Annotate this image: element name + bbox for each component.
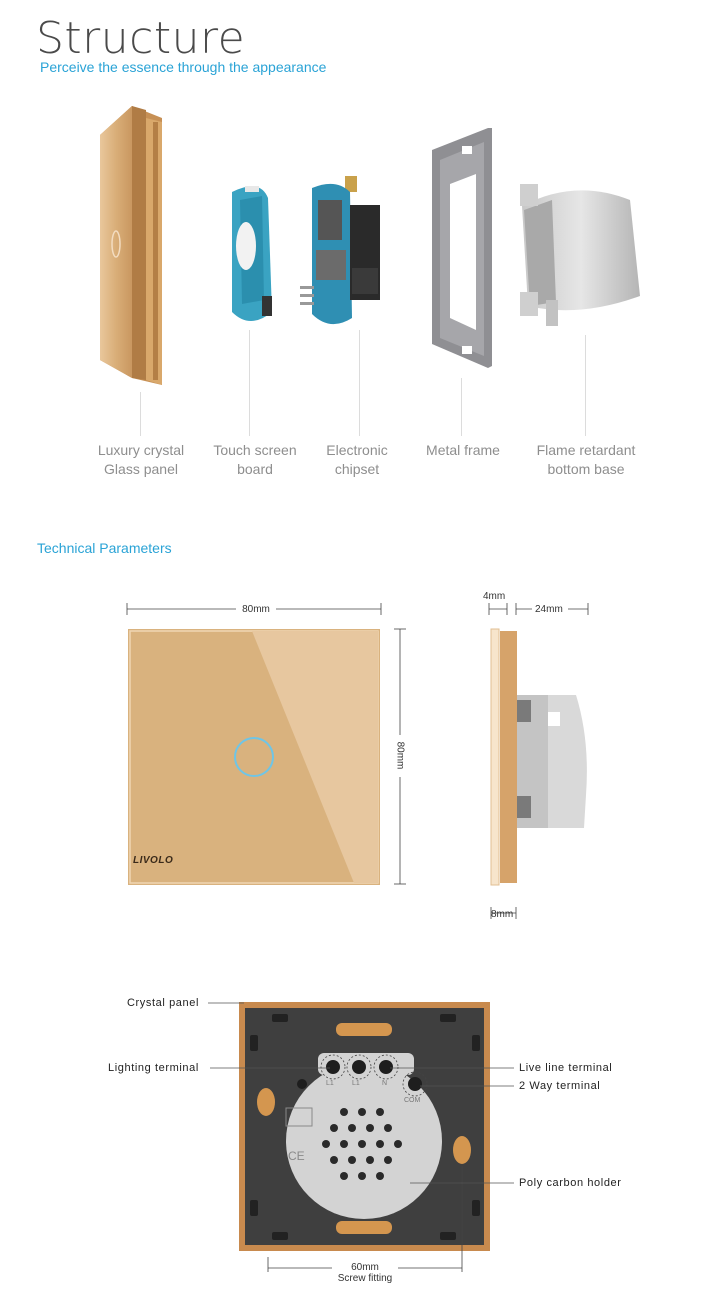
screw-fitting-label: Screw fitting bbox=[337, 1273, 393, 1284]
width-dimension-label: 80mm bbox=[242, 604, 270, 615]
component-label-bottom-base: Flame retardant bottom base bbox=[536, 442, 636, 477]
callout-crystal-panel: Crystal panel bbox=[127, 997, 199, 1009]
bottom-base-part bbox=[520, 184, 640, 326]
page-subtitle: Perceive the essence through the appearance bbox=[40, 59, 327, 75]
leader-line bbox=[249, 330, 250, 436]
callout-poly-carbon-holder: Poly carbon holder bbox=[519, 1177, 622, 1189]
component-label-touch-board: Touch screen board bbox=[213, 442, 297, 477]
height-dimension-label: 80mm bbox=[394, 741, 406, 770]
terminal-mark-l1b: L1 bbox=[352, 1080, 360, 1087]
glass-panel-part bbox=[100, 106, 162, 385]
technical-parameters-title: Technical Parameters bbox=[37, 540, 172, 556]
callout-two-way-terminal: 2 Way terminal bbox=[519, 1080, 601, 1092]
component-label-metal-frame: Metal frame bbox=[426, 442, 500, 458]
leader-line bbox=[359, 330, 360, 436]
svg-text:CE: CE bbox=[288, 1149, 305, 1163]
leader-line bbox=[461, 378, 462, 436]
metal-frame-part bbox=[432, 128, 492, 368]
callout-lines bbox=[0, 995, 720, 1195]
component-label-glass-panel: Luxury crystal Glass panel bbox=[97, 442, 185, 477]
side-view-illustration bbox=[470, 590, 610, 920]
callout-lighting-terminal: Lighting terminal bbox=[108, 1062, 199, 1074]
callout-live-line-terminal: Live line terminal bbox=[519, 1062, 613, 1074]
screw-dimension-label: 60mm bbox=[351, 1262, 379, 1273]
leader-line bbox=[585, 335, 586, 436]
brand-logo: LIVOLO bbox=[133, 855, 174, 866]
terminal-mark-l1: L1 bbox=[326, 1080, 334, 1087]
terminal-mark-n: N bbox=[382, 1080, 388, 1087]
leader-line bbox=[140, 392, 141, 436]
front-depth-label: 4mm bbox=[483, 591, 506, 602]
back-depth-label: 24mm bbox=[535, 604, 563, 615]
terminal-mark-com: COM bbox=[404, 1097, 421, 1104]
bottom-thickness-label: 8mm bbox=[491, 909, 514, 920]
component-label-chipset: Electronic chipset bbox=[326, 442, 388, 477]
page-title: Structure bbox=[36, 13, 246, 64]
front-view-illustration bbox=[110, 595, 420, 895]
touch-board-part bbox=[232, 186, 272, 321]
chipset-part bbox=[300, 176, 380, 324]
exploded-view-illustration bbox=[0, 90, 720, 390]
